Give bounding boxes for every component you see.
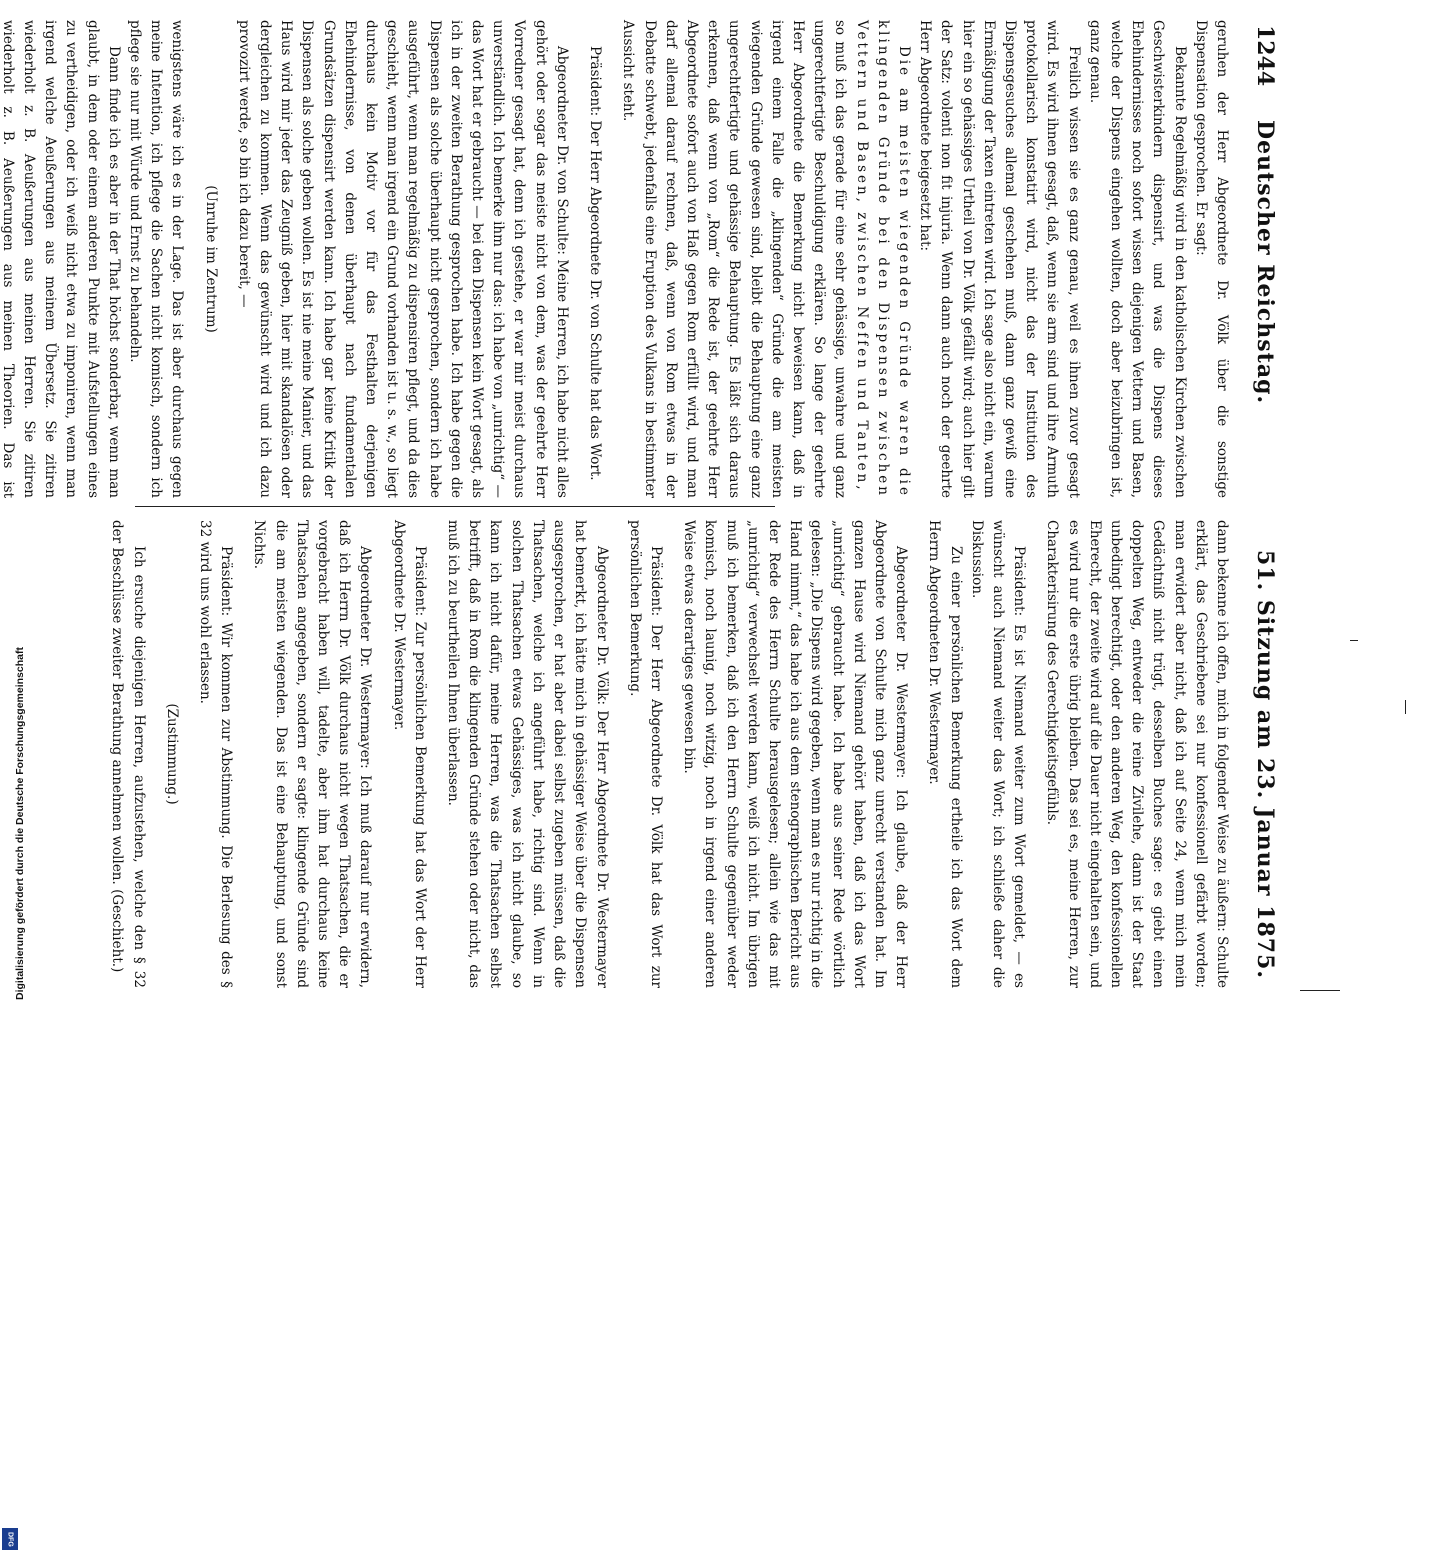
page-header	[1244, 0, 1278, 1000]
interjection: (Zustimmung.)	[163, 703, 180, 805]
president-speech: Präsident: Zur persönlichen Bemerkung hat das Wort der Herr Abgeordnete Dr. Westermayer.	[390, 520, 428, 988]
right-column	[106, 520, 1232, 988]
session-title: 51. Sitzung am 23. Januar 1875.	[1252, 550, 1278, 980]
footer-text: Digitalisierung gefördert durch die Deutsche Forschungsgemeinschaft	[14, 647, 26, 1000]
paragraph: so muß ich das gerade für eine sehr gehässige, unwahre und ganz ungerechtfertigte Beschuldigung erklären. So lange der geehrte Herr Abgeordnete die Bemerkung nicht beweisen kann, daß in irgend einem Falle die „klingenden“ Gründe die am meisten wiegenden Gründe gewesen sind, bleibt die Behauptung eine ganz ungerechtfertigte und gehässige Behauptung. Es läßt sich daraus erkennen, daß wenn von „Rom“ die Rede ist, der geehrte Herr Abgeordnete sofort auch von Haß gegen Rom erfüllt wird, und man darf allemal darauf rechnen, daß, wenn von Rom etwas in der Debatte schwebt, jedenfalls eine Eruption des Vulkans in bestimmter Aussicht steht.	[620, 20, 849, 498]
left-column	[0, 20, 1232, 498]
president-speech: Präsident: Der Herr Abgeordnete Dr. von Schulte hat das Wort.	[587, 46, 604, 481]
journal-title: Deutscher Reichstag.	[1252, 120, 1278, 405]
scan-speck	[1300, 990, 1340, 991]
paragraph: geruhen der Herr Abgeordnete Dr. Völk über die sonstige Dispensation gesprochen. Er sagt:	[1192, 20, 1230, 498]
quote-paragraph: Bekannte Regelmäßig wird in den katholischen Kirchen zwischen Geschwisterkindern dispensirt, und was die Dispens dieses Ehehindernisses noch sofort wissen diejenigen Vettern und Basen, welche der Dispens eingehen wollten, doch aber beizubringen ist, ganz genau.	[1086, 20, 1188, 498]
paragraph: Dann finde ich es aber in der That höchst sonderbar, wenn man glaubt, in dem oder einem anderen Punkte mit Aufstellungen eines zu vertheidigen, oder ich weiß nicht etwa zu imponiren, wenn man irgend welche Aeußerungen aus meinem Übersetz. Sie zitiren wiederholt z. B. Aeußerungen aus meinen Herren. Sie zitiren wiederholt z. B. Aeußerungen aus meinen Theorien. Das ist	[0, 20, 122, 498]
paragraph: Freilich wissen sie es ganz genau, weil es ihnen zuvor gesagt wird. Es wird ihnen gesagt, daß, wenn sie arm sind und ihre Armuth protokollarisch konstatirt wird, nicht das der Institution des Dispensgesuches allemal geschehen muß, dann ganz gewiß eine Ermäßigung der Taxen eintreten wird. Ich sage also nicht ein, warum hier ein so gehässiges Urtheil von Dr. Völk gefällt wird; auch hier gilt der Satz: volenti non fit injuria. Wenn dann auch noch der geehrte Herr Abgeordnete beigesetzt hat:	[917, 20, 1082, 498]
quote-paragraph: Die am meisten wiegenden Gründe waren die klingenden Gründe bei den Dispensen zwischen Vettern und Basen, zwischen Neffen und Tanten,	[853, 20, 912, 498]
speaker-paragraph: Abgeordneter Dr. Völk: Der Herr Abgeordnete Dr. Westermayer hat bemerkt, ich hätte mich in gehässiger Weise über die Dispensen ausgesprochen, er hat aber dabei selbst zugeben müssen, daß die Thatsachen, welche ich angeführt habe, richtig sind. Wenn in solchen Thatsachen etwas Gehässiges, was ich nicht glaube, so kann ich nicht dafür, meine Herren, was die Thatsachen selbst betrifft, daß in Rom die klingenden Gründe stehen oder nicht, das muß ich zu beurtheilen Ihnen überlassen.	[445, 520, 610, 988]
president-speech: Präsident: Der Herr Abgeordnete Dr. Völk hat das Wort zur persönlichen Bemerkung.	[626, 520, 664, 988]
digitization-footer	[0, 560, 26, 1547]
paragraph: dann bekenne ich offen, mich in folgender Weise zu äußern: Schulte erklärt, das Geschriebene sei nur konfessionell gefärbt worden; man erwidert aber nicht, daß ich auf Seite 24, wenn mich mein Gedächtniß nicht trügt, desselben Buches sage: es giebt einen doppelten Weg, entweder die reine Zivilehe, dann ist der Staat unbedingt berechtigt, oder den anderen Weg, den konfessionellen Eherecht, der zweite wird auf die Dauer nicht eingehalten sein, und es wird nur die erste übrig bleiben. Das sei es, meine Herren, zur Charakterisirung des Gerechtigkeitsgefühls.	[1044, 520, 1230, 988]
president-speech: Präsident: Es ist Niemand weiter zum Wort gemeldet, — es wünscht auch Niemand weiter das Wort; ich schließe daher die Diskussion.	[968, 520, 1028, 988]
speaker-paragraph: Abgeordneter Dr. Westermayer: Ich muß darauf nur erwidern, daß ich Herrn Dr. Völk durchaus nicht wegen Thatsachen, die er vorgebracht haben will, tadelte, aber ihm hat durchaus keine Thatsachen angegeben, sondern er sagte: klingende Gründe sind die am meisten wiegenden. Das ist eine Behauptung, und sonst Nichts.	[251, 520, 374, 988]
scan-speck	[1405, 700, 1406, 714]
interjection: (Unruhe im Zentrum)	[202, 185, 219, 333]
paragraph: wenigstens wäre ich es in der Lage. Das ist aber durchaus gegen meine Intention, ich pflege die Sachen nicht komisch, sondern ich pflege sie nur mit Würde und Ernst zu behandeln.	[127, 20, 186, 498]
column-divider	[135, 506, 775, 507]
paragraph: Zu einer persönlichen Bemerkung ertheile ich das Wort dem Herrn Abgeordneten Dr. Westermayer.	[926, 520, 964, 988]
scan-speck	[1350, 640, 1358, 641]
dfg-logo: DFG	[2, 1528, 18, 1550]
page-number: 1244	[1252, 25, 1278, 87]
president-speech: Präsident: Wir kommen zur Abstimmung. Die Berlesung des § 32 wird uns wohl erlassen.	[197, 520, 235, 988]
paragraph: Ich ersuche diejenigen Herren, aufzustehen, welche den § 32 der Beschlüsse zweiter Berathung annehmen wollen. (Geschieht.)	[109, 520, 147, 988]
speaker-paragraph: Abgeordneter Dr. Westermayer: Ich glaube, daß der Herr Abgeordnete von Schulte mich ganz unrecht verstanden hat. Im ganzen Hause wird Niemand gehört haben, daß ich das Wort „unrichtig“ gebraucht habe. Ich habe aus seiner Rede wörtlich gelesen: „Die Dispens wird gegeben, wenn man es nur richtig in die Hand nimmt,“ das habe ich aus dem stenographischen Bericht aus der Rede des Herrn Schulte herausgelesen; allein wie das mit „unrichtig“ verwechselt werden kann, weiß ich nicht. Im übrigen muß ich bemerken, daß ich den Herrn Schulte gegenüber weder komisch, noch launig, noch witzig, noch in irgend einer anderen Weise etwas derartiges gewesen bin.	[681, 520, 910, 988]
speaker-paragraph: Abgeordneter Dr. von Schulte: Meine Herren, ich habe nicht alles gehört oder sogar das meiste nicht von dem, was der geehrte Herr Vorredner gesagt hat, denn ich gestehe, er war mir meist durchaus unverständlich. Ich bemerke ihm nur das: ich habe von „unrichtig“ — das Wort hat er gebraucht — bei den Dispensen kein Wort gesagt, als ich in der zweiten Berathung gesprochen habe. Ich habe gegen die Dispensen als solche überhaupt nicht gesprochen, sondern ich habe ausgeführt, wenn man regelmäßig zu dispensiren pflegt, und da dies geschieht, wenn man irgend ein Grund vorhanden ist u. s. w., so liegt durchaus kein Motiv vor für das Festhalten derjenigen Ehehindernisse, von denen überhaupt nach fundamentalen Grundsätzen dispensirt werden kann. Ich habe gar keine Kritik der Dispensen als solche geben wollen. Es ist nie meine Manier, und das Haus wird mir jeder das Zeugniß geben, hier mit skandalösen oder dergleichen zu kommen. Wenn das gewünscht wird und ich dazu provozirt werde, so bin ich dazu bereit, —	[235, 20, 570, 498]
